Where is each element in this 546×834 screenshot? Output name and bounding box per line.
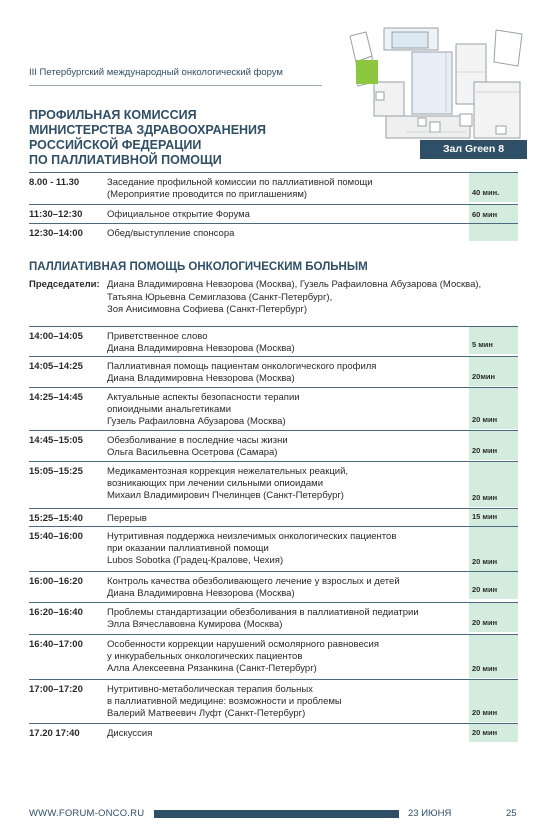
session-line: Медикаментозная коррекция нежелательных реакций, (107, 466, 349, 477)
session-time: 16:20–16:40 (29, 607, 83, 618)
session-line: Михаил Владимирович Пчелинцев (Санкт-Петербург) (107, 490, 344, 501)
chair-line: Зоя Анисимовна Софиева (Санкт-Петербург) (107, 304, 308, 315)
session-time: 12:30–14:00 (29, 228, 83, 239)
session-line: Обед/выступление спонсора (107, 228, 235, 239)
schedule-row (29, 602, 518, 632)
session-line: Элла Вячеславовна Кумирова (Москва) (107, 619, 283, 630)
footer-date: 23 ИЮНЯ (408, 808, 452, 819)
duration-badge: 20 мин (469, 603, 518, 632)
chairs-block (29, 279, 482, 315)
session-line: в паллиативной медицине: возможности и проблемы (107, 696, 342, 707)
session-time: 11:30–12:30 (29, 209, 83, 220)
session-time: 16:40–17:00 (29, 639, 83, 650)
session-line: Ольга Васильевна Осетрова (Самара) (107, 447, 278, 458)
schedule-row (29, 723, 518, 742)
session-line: Контроль качества обезболивающего лечение у взрослых и детей (107, 576, 400, 587)
schedule-row (29, 387, 518, 429)
session-body (107, 728, 467, 740)
commission-line: ПРОФИЛЬНАЯ КОМИССИЯ (29, 108, 197, 122)
footer-bar (154, 810, 399, 818)
session-time: 14:05–14:25 (29, 361, 83, 372)
session-line: Диана Владимировна Невзорова (Москва) (107, 343, 295, 354)
session-body (107, 361, 467, 385)
commission-line: РОССИЙСКОЙ ФЕДЕРАЦИИ (29, 138, 202, 152)
session-line: Нутритивно-метаболическая терапия больных (107, 684, 313, 695)
schedule-row (29, 223, 518, 241)
session-line: возникающих при лечении сильными опиоидами (107, 478, 324, 489)
session-line: Нутритивная поддержка неизлечимых онкологических пациентов (107, 531, 397, 542)
session-line: опиоидными анальгетиками (107, 404, 232, 415)
session-line: Диана Владимировна Невзорова (Москва) (107, 588, 295, 599)
session-body (107, 466, 467, 502)
session-time: 8.00 - 11.30 (29, 177, 80, 188)
session-time: 15:25–15:40 (29, 513, 83, 524)
commission-title (29, 108, 329, 168)
schedule-row (29, 356, 518, 386)
session-line: Официальное открытие Форума (107, 209, 250, 220)
website-link[interactable]: WWW.FORUM-ONCO.RU (29, 808, 145, 819)
session-line: Приветственное слово (107, 331, 208, 342)
session-body (107, 607, 467, 631)
schedule-row (29, 634, 518, 678)
schedule-row (29, 679, 518, 722)
session-body (107, 513, 467, 525)
duration-badge: 20 мин (469, 431, 518, 460)
schedule-row (29, 461, 518, 507)
session-line: при оказании паллиативной помощи (107, 543, 269, 554)
duration-badge: 20 мин (469, 572, 518, 599)
schedule-row (29, 172, 518, 202)
session-body (107, 684, 467, 720)
commission-line: МИНИСТЕРСТВА ЗДРАВООХРАНЕНИЯ (29, 123, 267, 137)
hall-badge: Зал Green 8 (420, 140, 527, 159)
session-line: (Мероприятие проводится по приглашениям) (107, 189, 308, 200)
duration-badge: 20мин (469, 357, 518, 386)
duration-badge: 5 мин (469, 327, 518, 354)
session-line: Lubos Sobotka (Градец-Кралове, Чехия) (107, 555, 284, 566)
session-body (107, 331, 467, 355)
session-body (107, 435, 467, 459)
forum-title: III Петербургский международный онкологический форум (29, 67, 283, 78)
venue-floor-map (346, 22, 527, 158)
session-time: 15:40–16:00 (29, 531, 83, 542)
session-line: Актуальные аспекты безопасности терапии (107, 392, 300, 403)
session-body (107, 531, 467, 567)
session-line: Алла Алексеевна Рязанкина (Санкт-Петербург) (107, 663, 317, 674)
schedule-row (29, 508, 518, 526)
chairs-names (107, 279, 527, 317)
session-line: Валерий Матвеевич Луфт (Санкт-Петербург) (107, 708, 306, 719)
session-body (107, 177, 467, 201)
schedule-row (29, 430, 518, 460)
session-line: Гузель Рафаиловна Абузарова (Москва) (107, 416, 286, 427)
session-body (107, 392, 467, 428)
session-line: Дискуссия (107, 728, 153, 739)
session-line: Заседание профильной комиссии по паллиативной помощи (107, 177, 373, 188)
session-time: 14:00–14:05 (29, 331, 83, 342)
session-time: 15:05–15:25 (29, 466, 83, 477)
schedule-row (29, 526, 518, 571)
schedule-row (29, 571, 518, 599)
session-body (107, 639, 467, 675)
duration-badge: 60 мин (469, 205, 518, 224)
session-time: 17:00–17:20 (29, 684, 83, 695)
session-line: Проблемы стандартизации обезболивания в паллиативной педиатрии (107, 607, 419, 618)
session-line: Диана Владимировна Невзорова (Москва) (107, 373, 295, 384)
session-line: у инкурабельных онкологических пациентов (107, 651, 303, 662)
chair-line: Диана Владимировна Невзорова (Москва), Гузель Рафаиловна Абузарова (Москва), (107, 279, 482, 290)
duration-badge: 20 мин (469, 388, 518, 429)
session-body (107, 228, 467, 240)
duration-badge: 15 мин (469, 509, 518, 526)
duration-badge: 40 мин. (469, 173, 518, 202)
duration-badge: 20 мин (469, 462, 518, 507)
commission-line: ПО ПАЛЛИАТИВНОЙ ПОМОЩИ (29, 153, 222, 167)
duration-badge (469, 224, 518, 241)
session-time: 16:00–16:20 (29, 576, 83, 587)
duration-badge: 20 мин (469, 724, 518, 742)
session-time: 14:25–14:45 (29, 392, 83, 403)
duration-badge: 20 мин (469, 527, 518, 571)
schedule-row (29, 204, 518, 224)
session-time: 17.20 17:40 (29, 728, 80, 739)
section-title: ПАЛЛИАТИВНАЯ ПОМОЩЬ ОНКОЛОГИЧЕСКИМ БОЛЬНЫМ (29, 261, 368, 273)
divider (29, 85, 322, 86)
duration-badge: 20 мин (469, 680, 518, 722)
chair-line: Татьяна Юрьевна Семиглазова (Санкт-Петербург), (107, 291, 333, 303)
session-line: Перерыв (107, 513, 147, 524)
duration-badge: 20 мин (469, 635, 518, 678)
session-body (107, 209, 467, 221)
session-body (107, 576, 467, 600)
schedule-row (29, 326, 518, 354)
page-number: 25 (506, 808, 517, 819)
session-line: Паллиативная помощь пациентам онкологического профиля (107, 361, 377, 372)
session-time: 14:45–15:05 (29, 435, 83, 446)
session-line: Обезболивание в последние часы жизни (107, 435, 288, 446)
session-line: Особенности коррекции нарушений осмолярного равновесия (107, 639, 379, 650)
chairs-label: Председатели: (29, 279, 100, 290)
